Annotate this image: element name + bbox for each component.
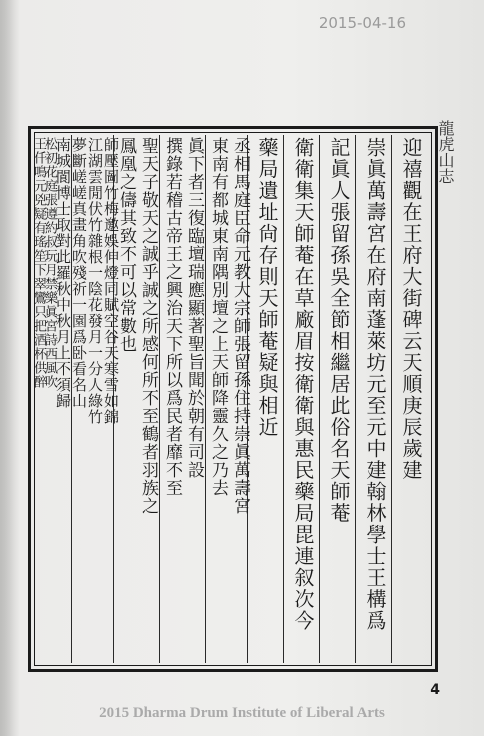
institution-watermark: 2015 Dharma Drum Institute of Liberal Arts <box>99 705 385 721</box>
text-column-15: 南城閬博士取對此羅秋中秋月上不須歸 <box>54 137 72 409</box>
column-rule <box>205 135 206 663</box>
text-column-4: 衛衛集天師菴在草廠眉按衛衛與惠民藥局毘連叙次今 <box>291 137 315 632</box>
text-column-13: 江湖雲閒伏竹雜根一陰花發月一分人綠竹 <box>86 137 104 425</box>
running-header: 龍虎山志 <box>436 120 455 184</box>
column-rule <box>283 135 284 663</box>
column-rule <box>355 135 356 663</box>
text-frame <box>28 126 438 672</box>
text-column-11: 鳳凰之儔其致不可以常數也 <box>116 137 136 353</box>
column-rule <box>319 135 320 663</box>
text-column-6: 丞相馬庭臣命元教大宗師張留孫住持崇眞萬壽宮 <box>230 137 250 515</box>
text-column-7: 東南有都城東南隅別壇之上天師降靈久之乃去 <box>208 137 228 497</box>
text-column-16: 松初花庭張遵約叔玩月禁樂眞宮詩西風吹 <box>42 137 57 389</box>
column-rule <box>247 135 248 663</box>
column-rule <box>391 135 392 663</box>
column-rule <box>113 135 114 663</box>
column-rule <box>71 135 72 663</box>
text-column-17: 王仟鳴元兇疑有瑤笙下翠鸞只把酒杯供醉 <box>31 137 46 389</box>
text-column-8: 眞下者三復臨壇瑞應顯著聖旨聞於朝有司設 <box>184 137 204 479</box>
binding-shadow <box>0 0 20 736</box>
text-column-2: 崇眞萬壽宮在府南蓬萊坊元至元中建翰林學士王構爲 <box>363 137 387 632</box>
text-column-3: 記眞人張留孫吳全節相繼居此俗名天師菴 <box>327 137 351 524</box>
page-number: 4 <box>430 682 440 698</box>
column-rule <box>159 135 160 663</box>
text-column-12: 師壓圖竹梅邀娛伸燈同賦空谷天寒雪如錦 <box>102 137 120 425</box>
text-column-1: 迎禧觀在王府大街碑云天順庚辰歲建 <box>399 137 423 481</box>
text-column-5: 藥局遺址尙存則天師菴疑與相近 <box>255 137 279 438</box>
scan-date-watermark: 2015-04-16 <box>318 14 406 32</box>
text-column-14: 夢斷嵯嵯真畫角吹殘祈一園爲卧看名山 <box>70 137 88 409</box>
text-column-10: 聖天子敬天之誠乎誠之所感何所不至鶴者羽族之 <box>138 137 158 515</box>
text-column-9: 撰錄若稽古帝王之興治天下所以爲民者靡不至 <box>162 137 182 497</box>
